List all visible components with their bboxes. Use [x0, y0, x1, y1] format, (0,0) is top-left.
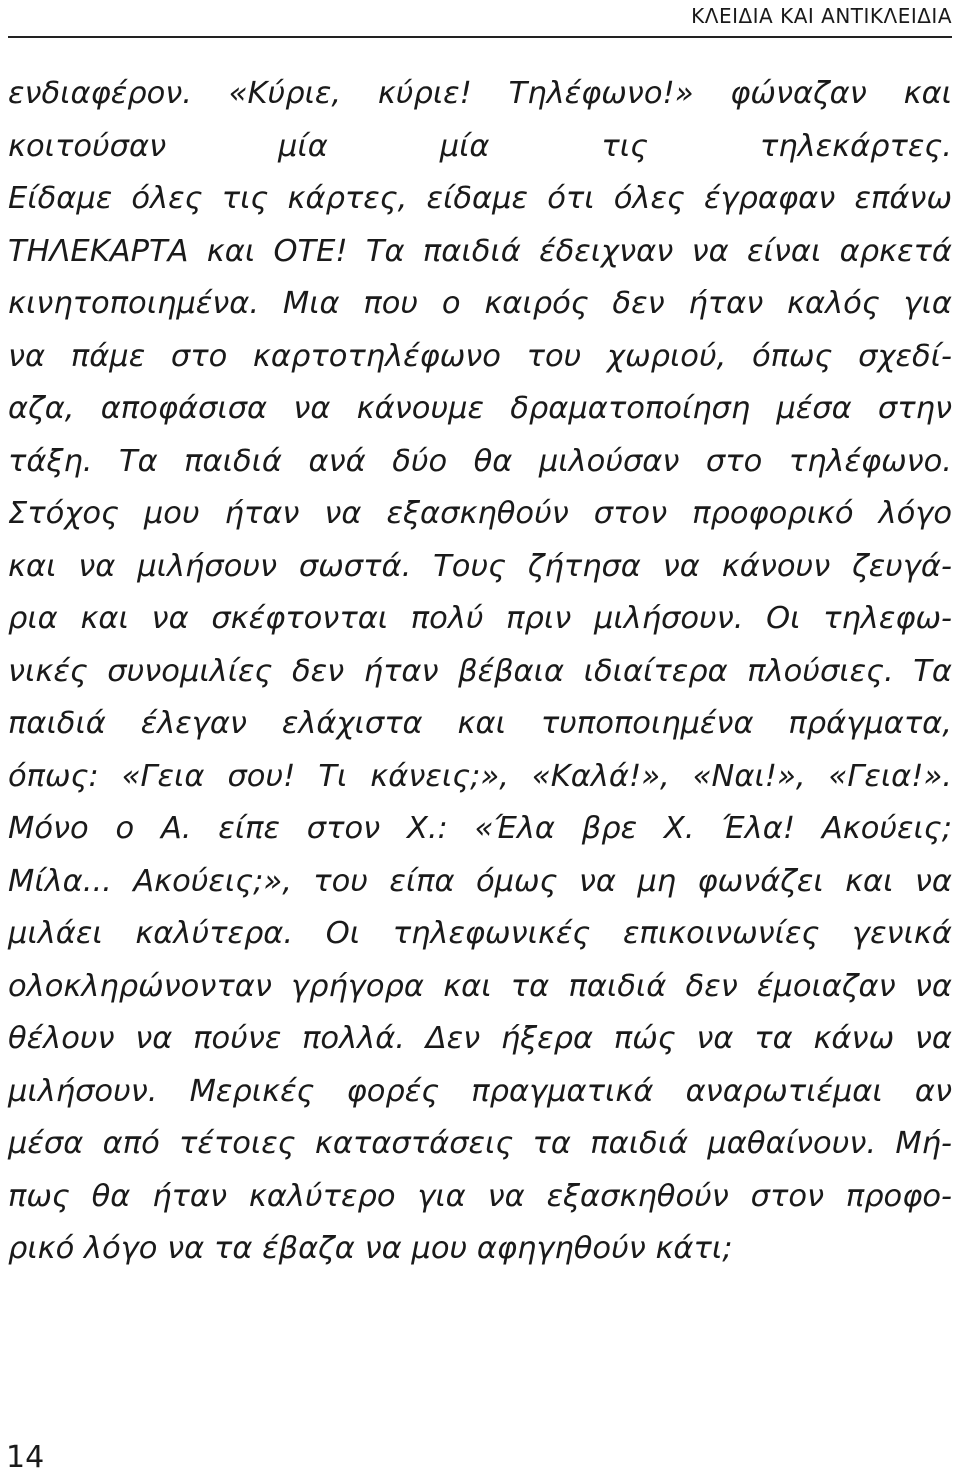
- text-line: θέλουν να πούνε πολλά. Δεν ήξερα πώς να τα κάνω να: [8, 1021, 952, 1056]
- text-line: αζα, αποφάσισα να κάνουμε δραματοποίηση μέσα στην: [8, 391, 952, 426]
- body-paragraph: [8, 68, 952, 1276]
- text-line: Μίλα... Ακούεις;», του είπα όμως να μη φωνάζει και να: [8, 863, 952, 899]
- text-line: τάξη. Τα παιδιά ανά δύο θα μιλούσαν στο τηλέφωνο.: [8, 443, 952, 479]
- running-header-title: ΚΛΕΙΔΙΑ ΚΑΙ ΑΝΤΙΚΛΕΙΔΙΑ: [691, 4, 952, 28]
- header-divider: [8, 36, 952, 38]
- text-line: να πάμε στο καρτοτηλέφωνο του χωριού, όπως σχεδί-: [8, 338, 952, 374]
- text-line: πως θα ήταν καλύτερο για να εξασκηθούν στον προφο-: [8, 1178, 952, 1214]
- text-line: και να μιλήσουν σωστά. Τους ζήτησα να κάνουν ζευγά-: [8, 548, 952, 584]
- text-line: παιδιά έλεγαν ελάχιστα και τυποποιημένα πράγματα,: [8, 706, 952, 741]
- text-line: Μόνο ο Α. είπε στον Χ.: «Έλα βρε Χ. Έλα! Ακούεις;: [8, 811, 952, 846]
- text-line: νικές συνομιλίες δεν ήταν βέβαια ιδιαίτερα πλούσιες. Τα: [8, 653, 952, 689]
- text-line: ρικό λόγο να τα έβαζα να μου αφηγηθούν κάτι;: [8, 1231, 733, 1266]
- text-line: κινητοποιημένα. Μια που ο καιρός δεν ήταν καλός για: [8, 286, 952, 321]
- text-line: μιλάει καλύτερα. Οι τηλεφωνικές επικοινωνίες γενικά: [8, 916, 952, 951]
- text-line: Στόχος μου ήταν να εξασκηθούν στον προφορικό λόγο: [8, 496, 952, 531]
- text-line: ενδιαφέρον. «Κύριε, κύριε! Τηλέφωνο!» φώναζαν και: [8, 76, 952, 111]
- page-number: 14: [6, 1440, 45, 1475]
- text-line: μιλήσουν. Μερικές φορές πραγματικά αναρωτιέμαι αν: [8, 1073, 952, 1109]
- text-line: Είδαμε όλες τις κάρτες, είδαμε ότι όλες έγραφαν επάνω: [8, 181, 952, 216]
- text-line: ολοκληρώνονταν γρήγορα και τα παιδιά δεν έμοιαζαν να: [8, 968, 952, 1004]
- text-line: ρια και να σκέφτονται πολύ πριν μιλήσουν. Οι τηλεφω-: [8, 601, 952, 636]
- text-line: ΤΗΛΕΚΑΡΤΑ και ΟΤΕ! Τα παιδιά έδειχναν να είναι αρκετά: [8, 233, 952, 269]
- text-line: όπως: «Γεια σου! Τι κάνεις;», «Καλά!», «Ναι!», «Γεια!».: [8, 758, 952, 794]
- text-line: κοιτούσαν μία μία τις τηλεκάρτες.: [8, 128, 952, 164]
- text-line: μέσα από τέτοιες καταστάσεις τα παιδιά μαθαίνουν. Μή-: [8, 1126, 952, 1161]
